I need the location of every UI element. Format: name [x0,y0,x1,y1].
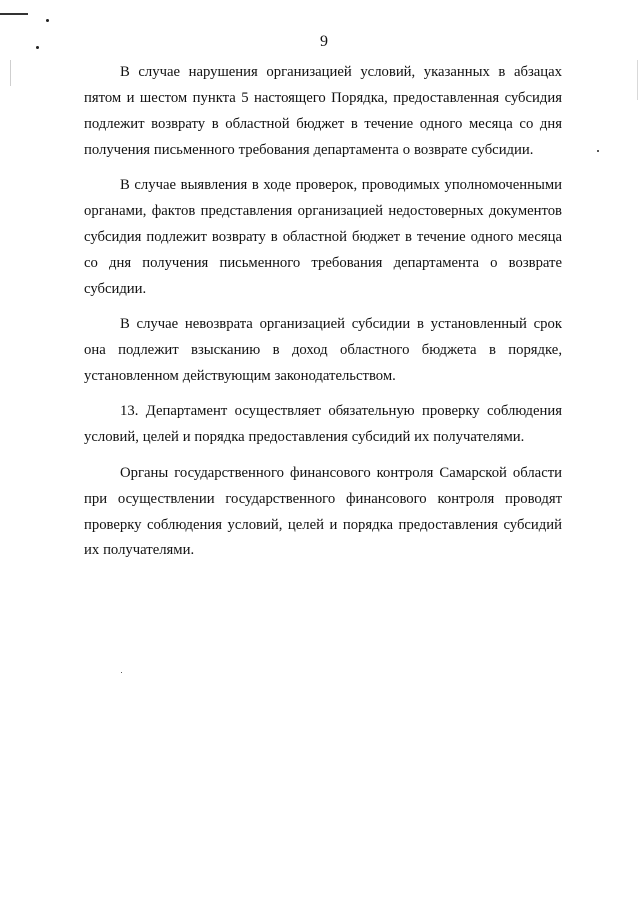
scan-edge-mark [10,60,11,86]
paragraph-refund-on-false-documents: В случае выявления в ходе проверок, проводимых уполномоченными органами, фактов представления организацией недостоверных документов субсидия подлежит возврату в областной бюджет в течение одного месяца со дня получения письменного требования департамента о возврате субсидии. [84,177,562,297]
document-body [84,60,562,574]
scan-artifact-line [0,13,28,15]
paragraph-refund-on-violation: В случае нарушения организацией условий, указанных в абзацах пятом и шестом пункта 5 настоящего Порядка, предоставленная субсидия подлежит возврату в областной бюджет в течение одного месяца со дня получения письменного требования департамента о возврате субсидии. [84,64,562,158]
paragraph-recovery-on-nonreturn: В случае невозврата организацией субсидии в установленный срок она подлежит взысканию в доход областного бюджета в порядке, установленном действующим законодательством. [84,316,562,384]
page-number: 9 [320,33,328,50]
paragraph-item-13: 13. Департамент осуществляет обязательную проверку соблюдения условий, целей и порядка предоставления субсидий их получателями. [84,403,562,446]
scan-artifact-dot [121,672,122,673]
scan-artifact-dot [46,19,49,22]
scan-artifact-dot [597,150,599,152]
scan-edge-mark [637,60,638,100]
paragraph-financial-control: Органы государственного финансового контроля Самарской области при осуществлении государственного финансового контроля проводят проверку соблюдения условий, целей и порядка предоставления субсидий их получателями. [84,464,562,559]
